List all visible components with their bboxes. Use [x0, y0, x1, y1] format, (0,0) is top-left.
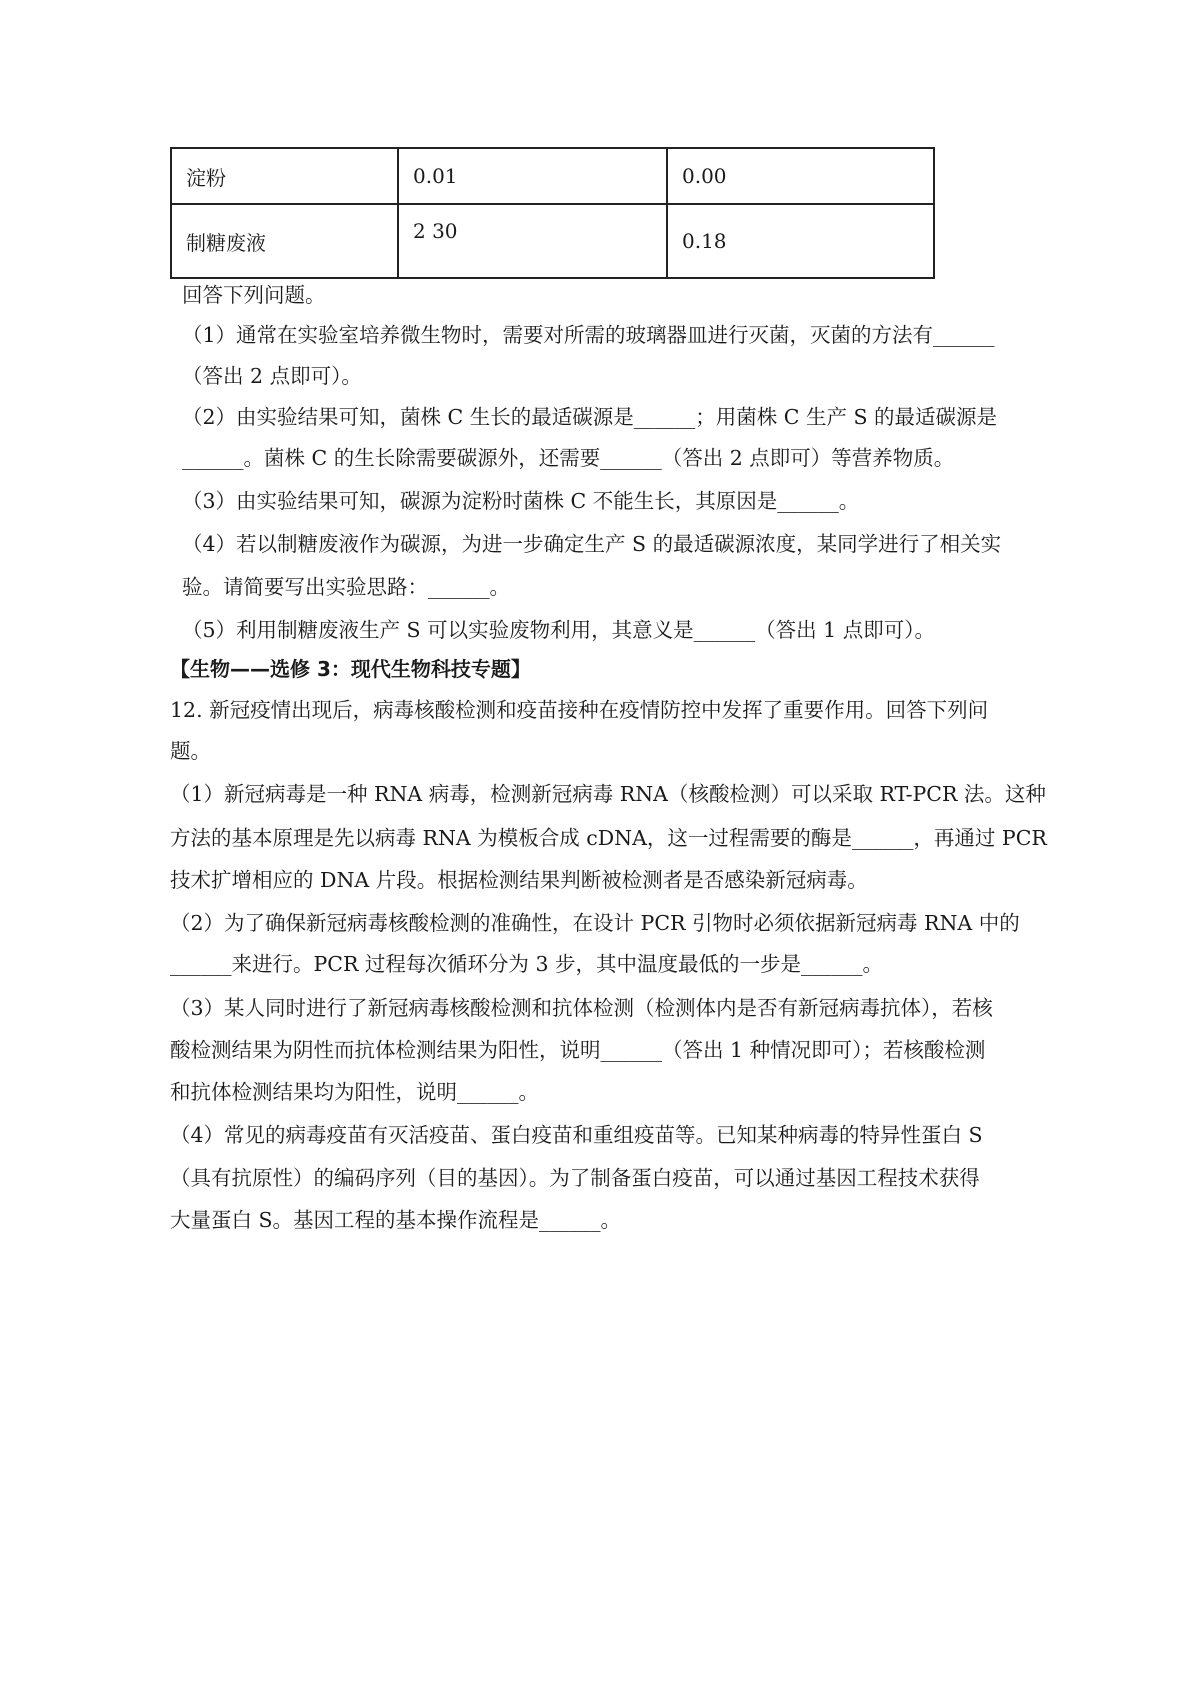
question-line: （5）利用制糖废液生产 S 可以实验废物利用，其意义是______（答出 1 点即可）。 — [182, 618, 935, 642]
table-cell — [398, 204, 667, 278]
table-cell: 0.01 — [398, 148, 667, 204]
table-cell-value: 2 30 — [413, 219, 458, 243]
question-intro: 回答下列问题。 — [182, 283, 326, 307]
question-line: （1）通常在实验室培养微生物时，需要对所需的玻璃器皿进行灭菌，灭菌的方法有______ — [182, 323, 995, 347]
question-line: 酸检测结果为阴性而抗体检测结果为阳性，说明______（答出 1 种情况即可）；若核酸检测 — [170, 1038, 986, 1062]
question-line: （具有抗原性）的编码序列（目的基因）。为了制备蛋白疫苗，可以通过基因工程技术获得 — [170, 1166, 980, 1190]
table-cell: 0.00 — [667, 148, 934, 204]
section-heading: 【生物——选修 3：现代生物科技专题】 — [170, 657, 531, 681]
question-line: 题。 — [170, 739, 211, 763]
question-line: 验。请简要写出实验思路：______。 — [182, 575, 510, 599]
question-line: （2）为了确保新冠病毒核酸检测的准确性，在设计 PCR 引物时必须依据新冠病毒 RNA 中的 — [170, 911, 1020, 935]
question-line: （4）若以制糖废液作为碳源，为进一步确定生产 S 的最适碳源浓度，某同学进行了相关实 — [182, 532, 1002, 556]
table-row — [171, 148, 934, 204]
table-cell: 制糖废液 — [171, 204, 398, 278]
table-cell: 淀粉 — [171, 148, 398, 204]
question-line: （2）由实验结果可知，菌株 C 生长的最适碳源是______；用菌株 C 生产 S 的最适碳源是 — [182, 405, 998, 429]
question-line: （3）由实验结果可知，碳源为淀粉时菌株 C 不能生长，其原因是______。 — [182, 489, 860, 513]
table-cell: 0.18 — [667, 204, 934, 278]
table-row — [171, 204, 934, 278]
question-line: ______。菌株 C 的生长除需要碳源外，还需要______（答出 2 点即可）等营养物质。 — [182, 446, 955, 470]
question-line: 方法的基本原理是先以病毒 RNA 为模板合成 cDNA，这一过程需要的酶是______，再通过 PCR — [170, 826, 1047, 850]
question-line: 大量蛋白 S。基因工程的基本操作流程是______。 — [170, 1208, 622, 1232]
question-line: 12. 新冠疫情出现后，病毒核酸检测和疫苗接种在疫情防控中发挥了重要作用。回答下列问 — [170, 698, 989, 722]
question-line: 技术扩增相应的 DNA 片段。根据检测结果判断被检测者是否感染新冠病毒。 — [170, 868, 868, 892]
question-line: （答出 2 点即可）。 — [182, 364, 362, 388]
question-line: ______来进行。PCR 过程每次循环分为 3 步，其中温度最低的一步是______。 — [170, 952, 884, 976]
carbon-source-table — [170, 147, 935, 279]
question-line: （1）新冠病毒是一种 RNA 病毒，检测新冠病毒 RNA（核酸检测）可以采取 RT-PCR 法。这种 — [170, 782, 1046, 806]
question-line: （4）常见的病毒疫苗有灭活疫苗、蛋白疫苗和重组疫苗等。已知某种病毒的特异性蛋白 S — [170, 1123, 983, 1147]
question-line: 和抗体检测结果均为阳性，说明______。 — [170, 1080, 539, 1104]
question-line: （3）某人同时进行了新冠病毒核酸检测和抗体检测（检测体内是否有新冠病毒抗体），若核 — [170, 996, 993, 1020]
